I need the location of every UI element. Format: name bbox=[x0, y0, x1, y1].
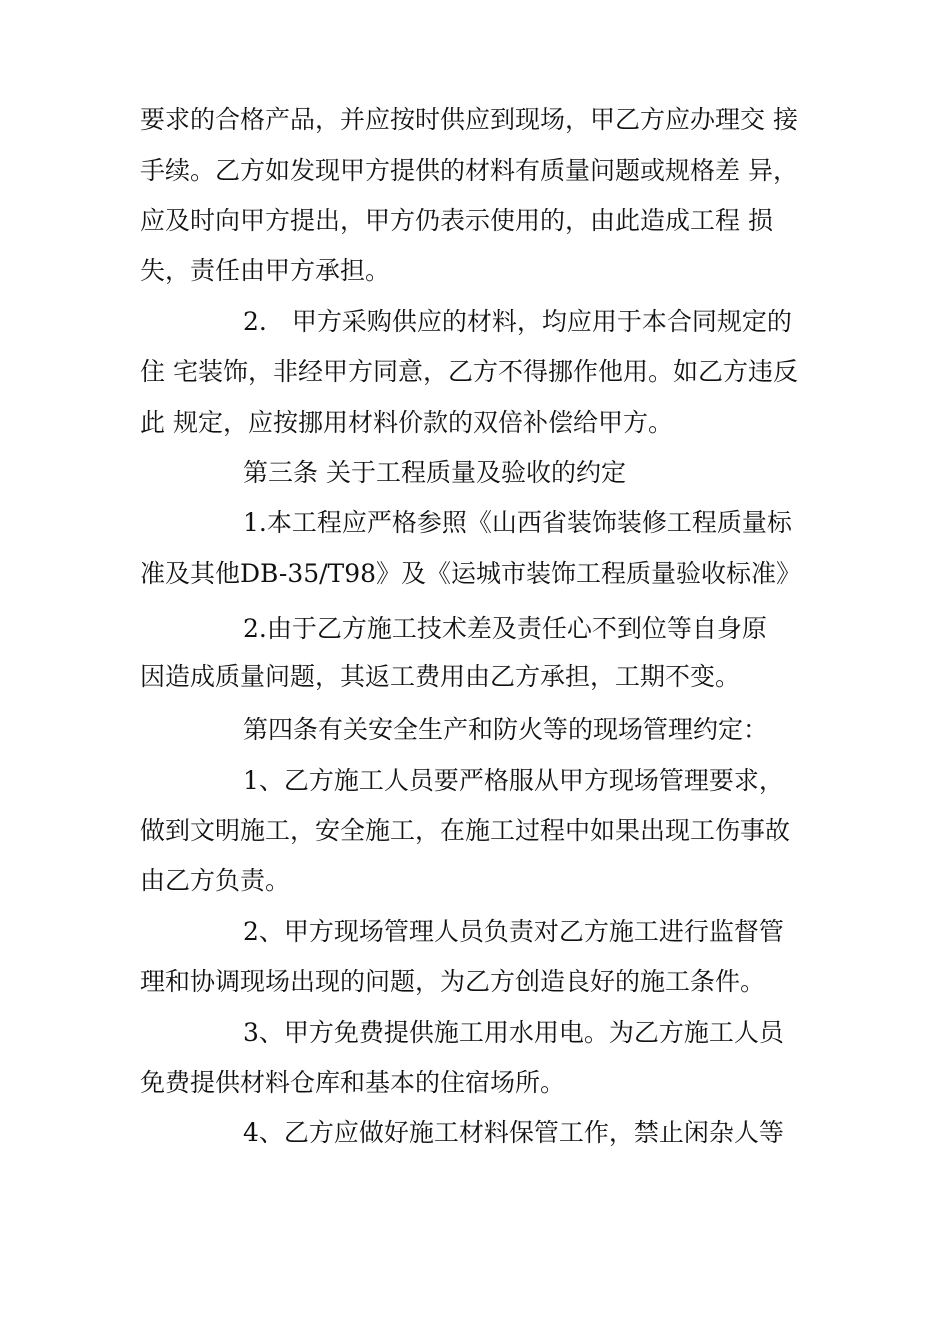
text-line: 2.由于乙方施工技术差及责任心不到位等自身原 bbox=[243, 614, 767, 643]
text-line: 3、甲方免费提供施工用水用电。为乙方施工人员 bbox=[243, 1018, 784, 1047]
section-heading: 第四条有关安全生产和防火等的现场管理约定： bbox=[243, 715, 769, 744]
text-line: 失，责任由甲方承担。 bbox=[140, 256, 391, 285]
text-line: 应及时向甲方提出，甲方仍表示使用的，由此造成工程 损 bbox=[140, 206, 773, 235]
section-heading: 第三条 关于工程质量及验收的约定 bbox=[243, 458, 626, 487]
text-line: 理和协调现场出现的问题，为乙方创造良好的施工条件。 bbox=[140, 967, 766, 996]
text-line: 要求的合格产品，并应按时供应到现场，甲乙方应办理交 接 bbox=[140, 105, 798, 134]
text-line: 1.本工程应严格参照《山西省装饰装修工程质量标 bbox=[243, 508, 792, 537]
text-line: 做到文明施工，安全施工，在施工过程中如果出现工伤事故 bbox=[140, 816, 791, 845]
text-line: 由乙方负责。 bbox=[140, 866, 291, 895]
text-line: 1、乙方施工人员要严格服从甲方现场管理要求， bbox=[243, 766, 784, 795]
text-line: 免费提供材料仓库和基本的住宿场所。 bbox=[140, 1068, 566, 1097]
text-line: 因造成质量问题，其返工费用由乙方承担，工期不变。 bbox=[140, 662, 741, 691]
text-line: 2、甲方现场管理人员负责对乙方施工进行监督管 bbox=[243, 917, 784, 946]
text-line: 4、乙方应做好施工材料保管工作，禁止闲杂人等 bbox=[243, 1118, 784, 1147]
text-line: 此 规定，应按挪用材料价款的双倍补偿给甲方。 bbox=[140, 408, 673, 437]
text-line: 2. 甲方采购供应的材料，均应用于本合同规定的 bbox=[243, 307, 792, 336]
text-line: 手续。乙方如发现甲方提供的材料有质量问题或规格差 异， bbox=[140, 156, 798, 185]
text-line: 准及其他DB-35/T98》及《运城市装饰工程质量验收标准》 bbox=[140, 559, 802, 588]
text-line: 住 宅装饰，非经甲方同意，乙方不得挪作他用。如乙方违反 bbox=[140, 357, 798, 386]
